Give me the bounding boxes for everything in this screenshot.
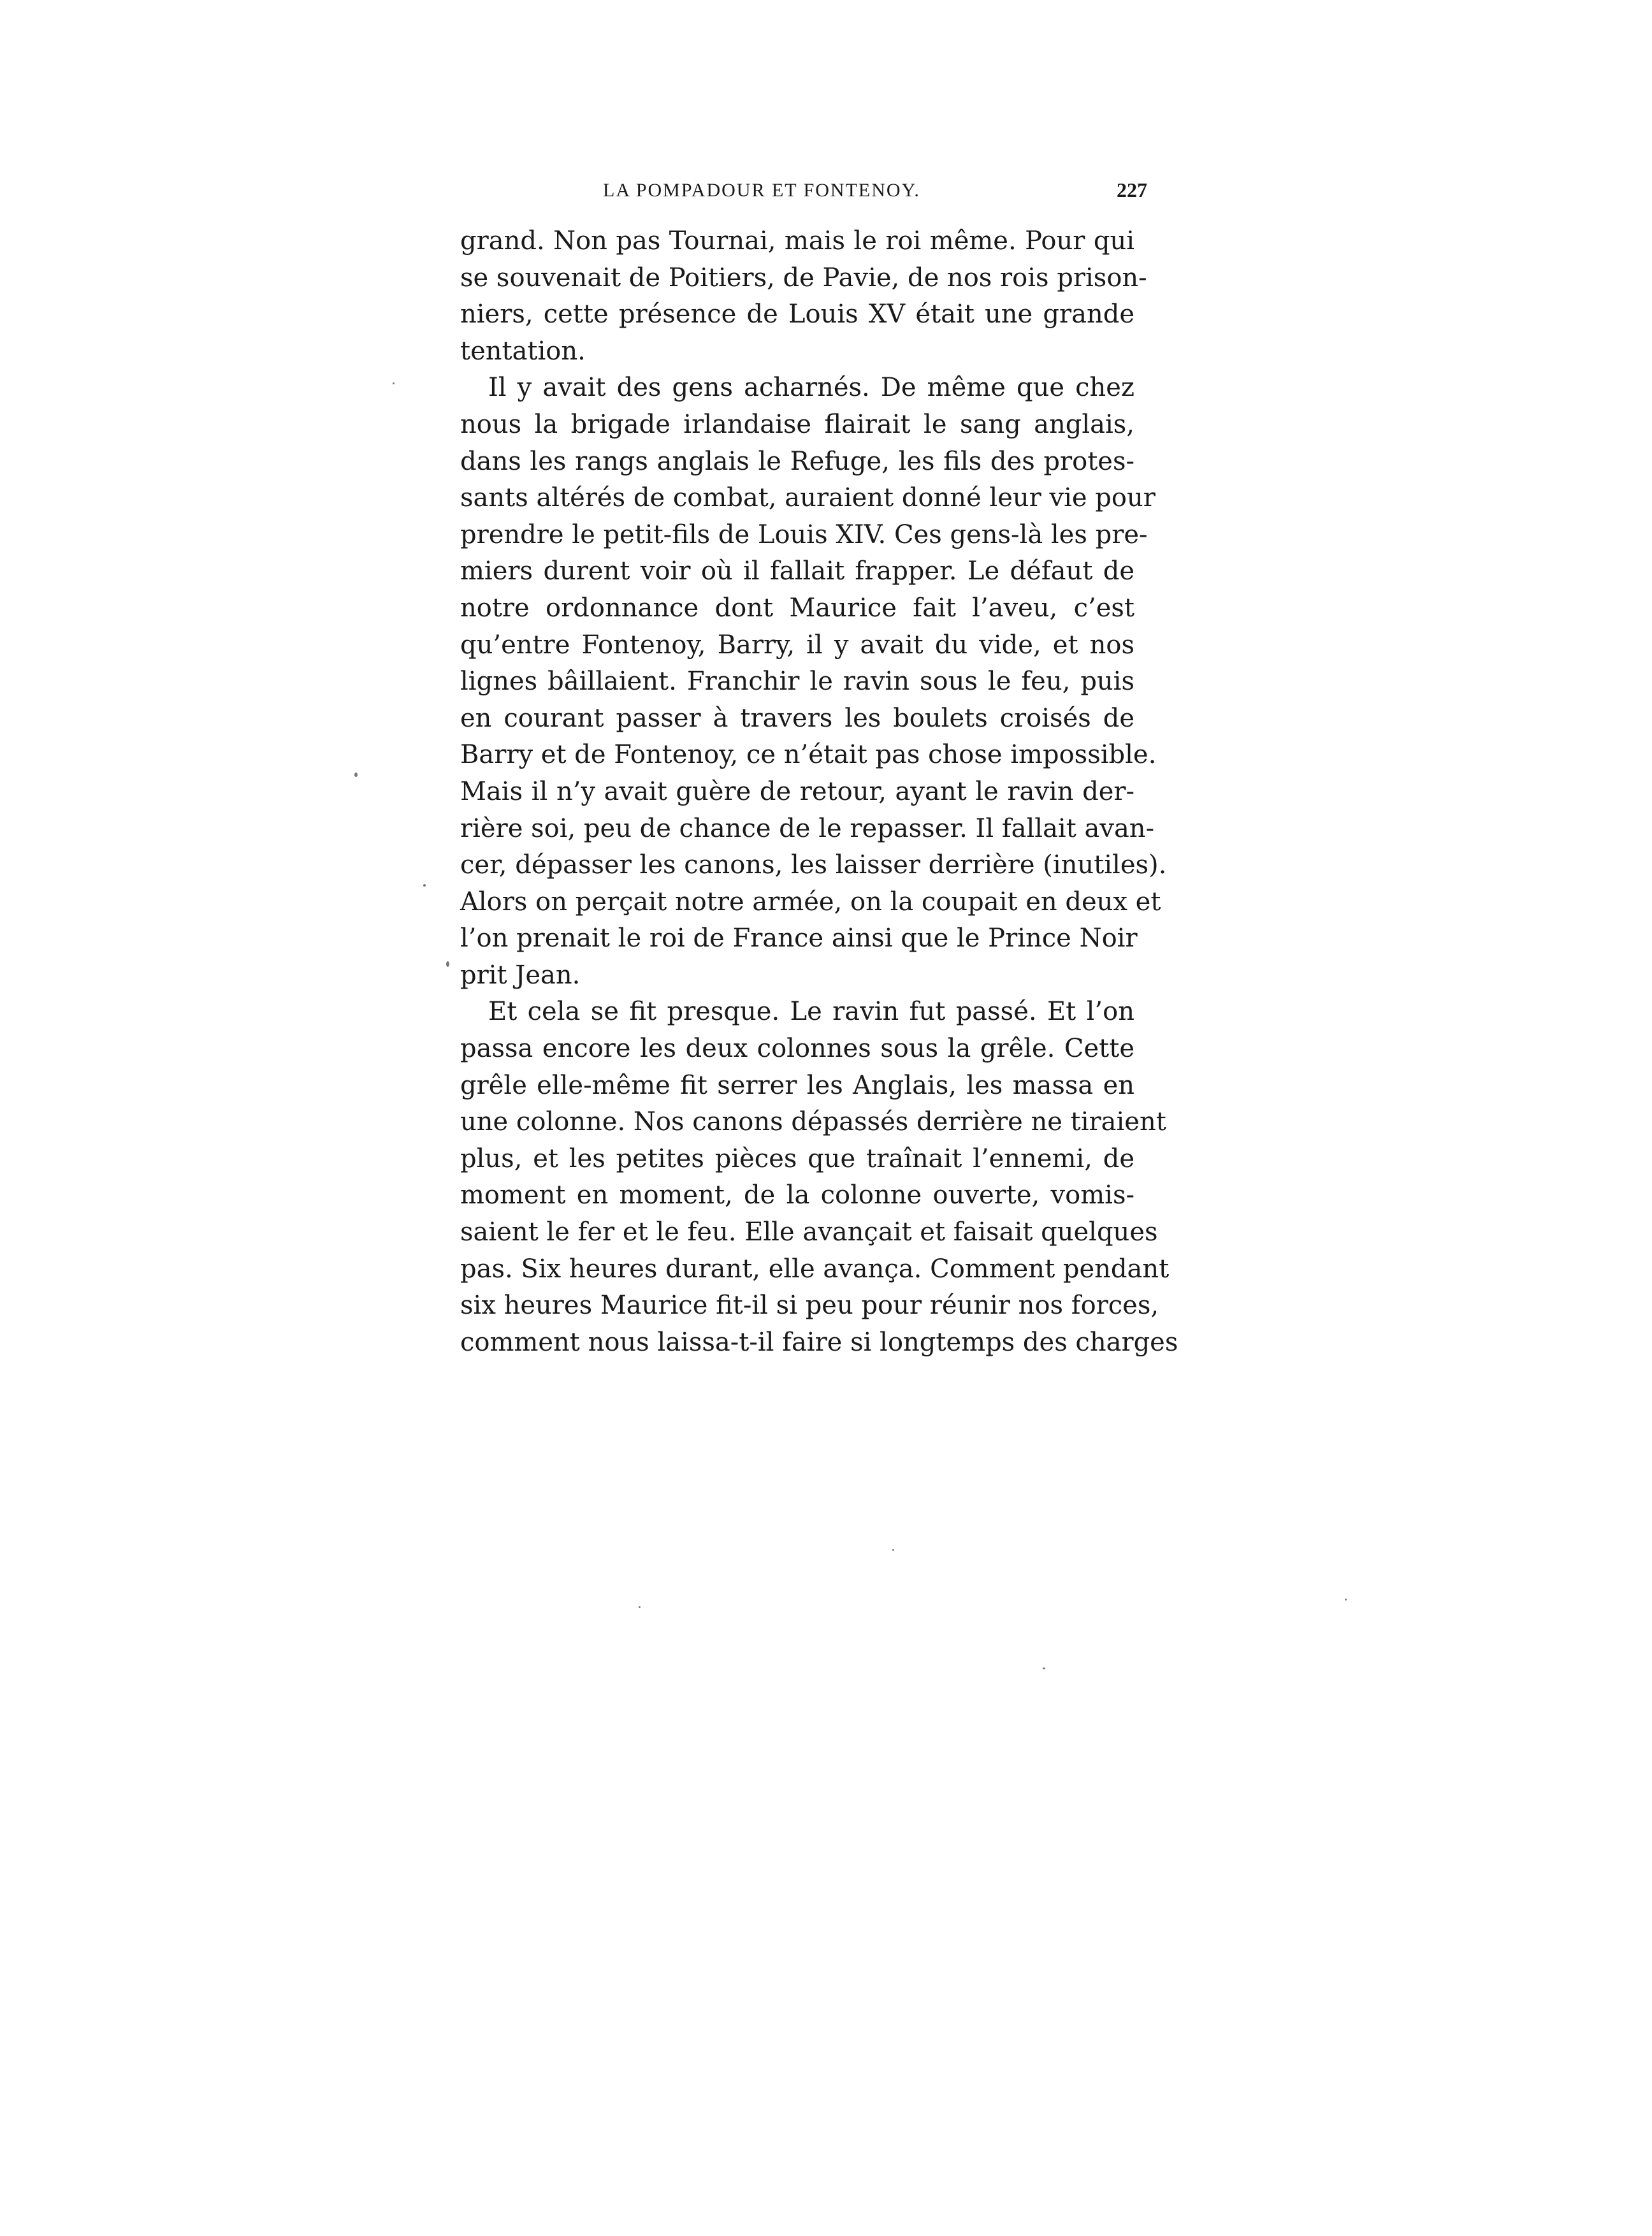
scan-speck [354,773,358,777]
text-line: plus, et les petites pièces que traînait l’ennemi, de [460,1143,1134,1173]
text-line: comment nous laissa-t-il faire si longtemps des charges [460,1327,1178,1357]
text-line: l’on prenait le roi de France ainsi que le Prince Noir [460,924,1138,954]
paragraph-start-line: Et cela se fit presque. Le ravin fut passé. Et l’on [488,997,1134,1027]
text-line: rière soi, peu de chance de le repasser. Il fallait avan- [460,813,1155,843]
scan-speck [423,884,426,887]
scan-speck [1043,1667,1045,1669]
text-line: une colonne. Nos canons dépassés derrière ne tiraient [460,1107,1166,1137]
text-line: cer, dépasser les canons, les laisser derrière (inutiles). [460,850,1167,880]
text-line: dans les rangs anglais le Refuge, les fils des protes- [460,446,1134,476]
text-line: nous la brigade irlandaise flairait le sang anglais, [460,409,1134,439]
text-line: saient le fer et le feu. Elle avançait et faisait quelques [460,1217,1158,1247]
text-line: moment en moment, de la colonne ouverte, vomis- [460,1180,1134,1210]
paragraph-start-line: Il y avait des gens acharnés. De même que chez [488,373,1134,403]
scan-speck [393,382,395,384]
scan-speck [1345,1599,1347,1601]
text-line: se souvenait de Poitiers, de Pavie, de nos rois prison- [460,263,1147,293]
text-line: sants altérés de combat, auraient donné leur vie pour [460,483,1156,513]
text-line: prit Jean. [460,960,581,990]
scan-speck [446,961,449,967]
text-line: lignes bâillaient. Franchir le ravin sous le feu, puis [460,667,1134,697]
text-line: passa encore les deux colonnes sous la grêle. Cette [460,1034,1134,1064]
scan-speck [892,1549,894,1551]
body-text [460,223,1178,1361]
text-line: miers durent voir où il fallait frapper. Le défaut de [460,556,1134,586]
text-line: qu’entre Fontenoy, Barry, il y avait du vide, et nos [460,630,1134,660]
text-line: en courant passer à travers les boulets croisés de [460,703,1134,733]
text-line: tentation. [460,336,586,366]
text-line: six heures Maurice fit-il si peu pour réunir nos forces, [460,1291,1159,1321]
running-head [463,180,1147,205]
text-line: prendre le petit-fils de Louis XIV. Ces gens-là les pre- [460,519,1148,549]
text-line: pas. Six heures durant, elle avança. Comment pendant [460,1254,1170,1284]
text-line: grêle elle-même fit serrer les Anglais, les massa en [460,1070,1134,1100]
running-title: LA POMPADOUR ET FONTENOY. [603,180,920,201]
text-line: notre ordonnance dont Maurice fait l’aveu, c’est [460,593,1134,623]
text-line: Barry et de Fontenoy, ce n’était pas chose impossible. [460,740,1157,770]
text-line: grand. Non pas Tournai, mais le roi même. Pour qui [460,226,1134,256]
scan-speck [639,1606,641,1608]
page-number: 227 [1117,178,1147,201]
text-line: Alors on perçait notre armée, on la coupait en deux et [460,887,1161,917]
text-line: Mais il n’y avait guère de retour, ayant le ravin der- [460,776,1134,806]
text-line: niers, cette présence de Louis XV était une grande [460,300,1134,330]
